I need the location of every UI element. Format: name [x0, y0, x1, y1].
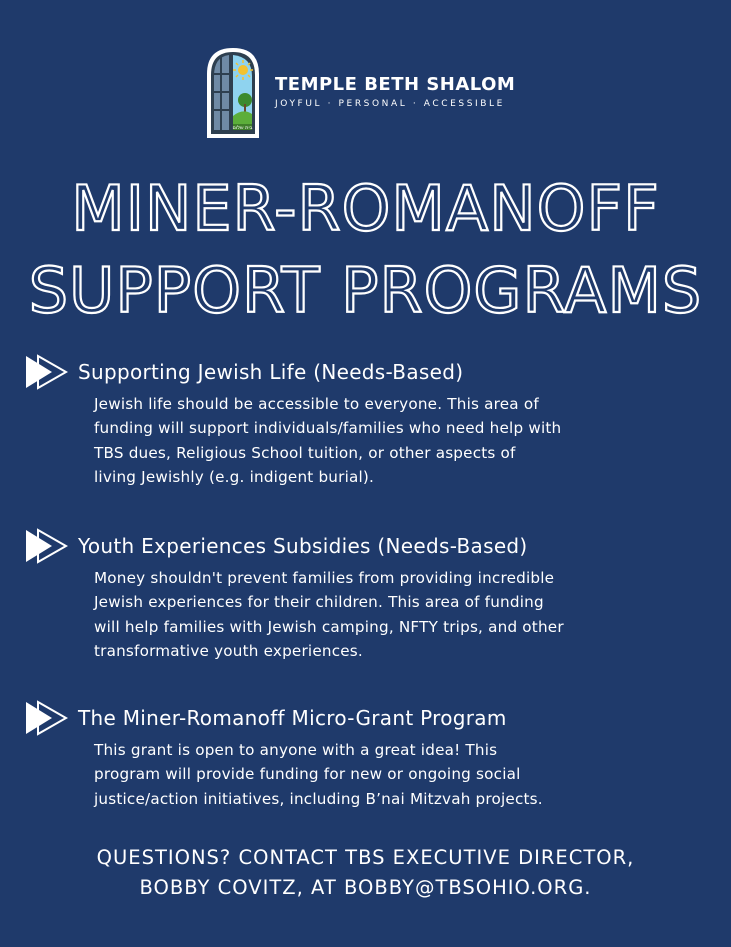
section-youth-experiences [22, 528, 712, 663]
body-line: Jewish life should be accessible to everyone. This area of [94, 395, 539, 413]
body-line: This grant is open to anyone with a great idea! This [94, 741, 498, 759]
body-line: TBS dues, Religious School tuition, or other aspects of [94, 443, 516, 462]
footer-line: QUESTIONS? CONTACT TBS EXECUTIVE DIRECTOR, [96, 846, 635, 869]
section-body [94, 738, 704, 811]
body-line: program will provide funding for new or ongoing social [94, 765, 521, 784]
body-line: funding will support individuals/families who need help with [94, 419, 562, 438]
logo [203, 44, 515, 140]
section-heading: The Miner-Romanoff Micro-Grant Program [78, 706, 507, 730]
page-title [0, 168, 731, 332]
logo-text [275, 74, 515, 111]
body-line: justice/action initiatives, including B’nai Mitzvah projects. [94, 789, 543, 808]
section-body [94, 392, 704, 489]
section-body [94, 566, 704, 663]
section-supporting-jewish-life [22, 354, 712, 489]
organization-tagline: JOYFUL · PERSONAL · ACCESSIBLE [275, 98, 505, 109]
play-arrow-icon [22, 700, 72, 736]
body-line: Jewish experiences for their children. This area of funding [94, 593, 544, 612]
footer-line: BOBBY COVITZ, AT BOBBY@TBSOHIO.ORG. [139, 876, 592, 899]
body-line: living Jewishly (e.g. indigent burial). [94, 467, 375, 486]
section-micro-grant [22, 700, 712, 811]
play-arrow-icon [22, 354, 72, 390]
play-arrow-icon [22, 528, 72, 564]
hebrew-label: בית שלום [232, 125, 253, 131]
body-line: transformative youth experiences. [94, 641, 363, 660]
body-line: will help families with Jewish camping, NFTY trips, and other [94, 617, 564, 636]
section-heading: Youth Experiences Subsidies (Needs-Based) [78, 534, 528, 558]
title-line: MINER-ROMANOFF [71, 172, 660, 245]
organization-name: TEMPLE BETH SHALOM [275, 73, 516, 95]
contact-footer [0, 843, 731, 903]
stained-glass-window-icon [203, 44, 263, 140]
title-line: SUPPORT PROGRAMS [28, 254, 703, 327]
body-line: Money shouldn't prevent families from providing incredible [94, 569, 555, 587]
section-heading: Supporting Jewish Life (Needs-Based) [78, 360, 464, 384]
